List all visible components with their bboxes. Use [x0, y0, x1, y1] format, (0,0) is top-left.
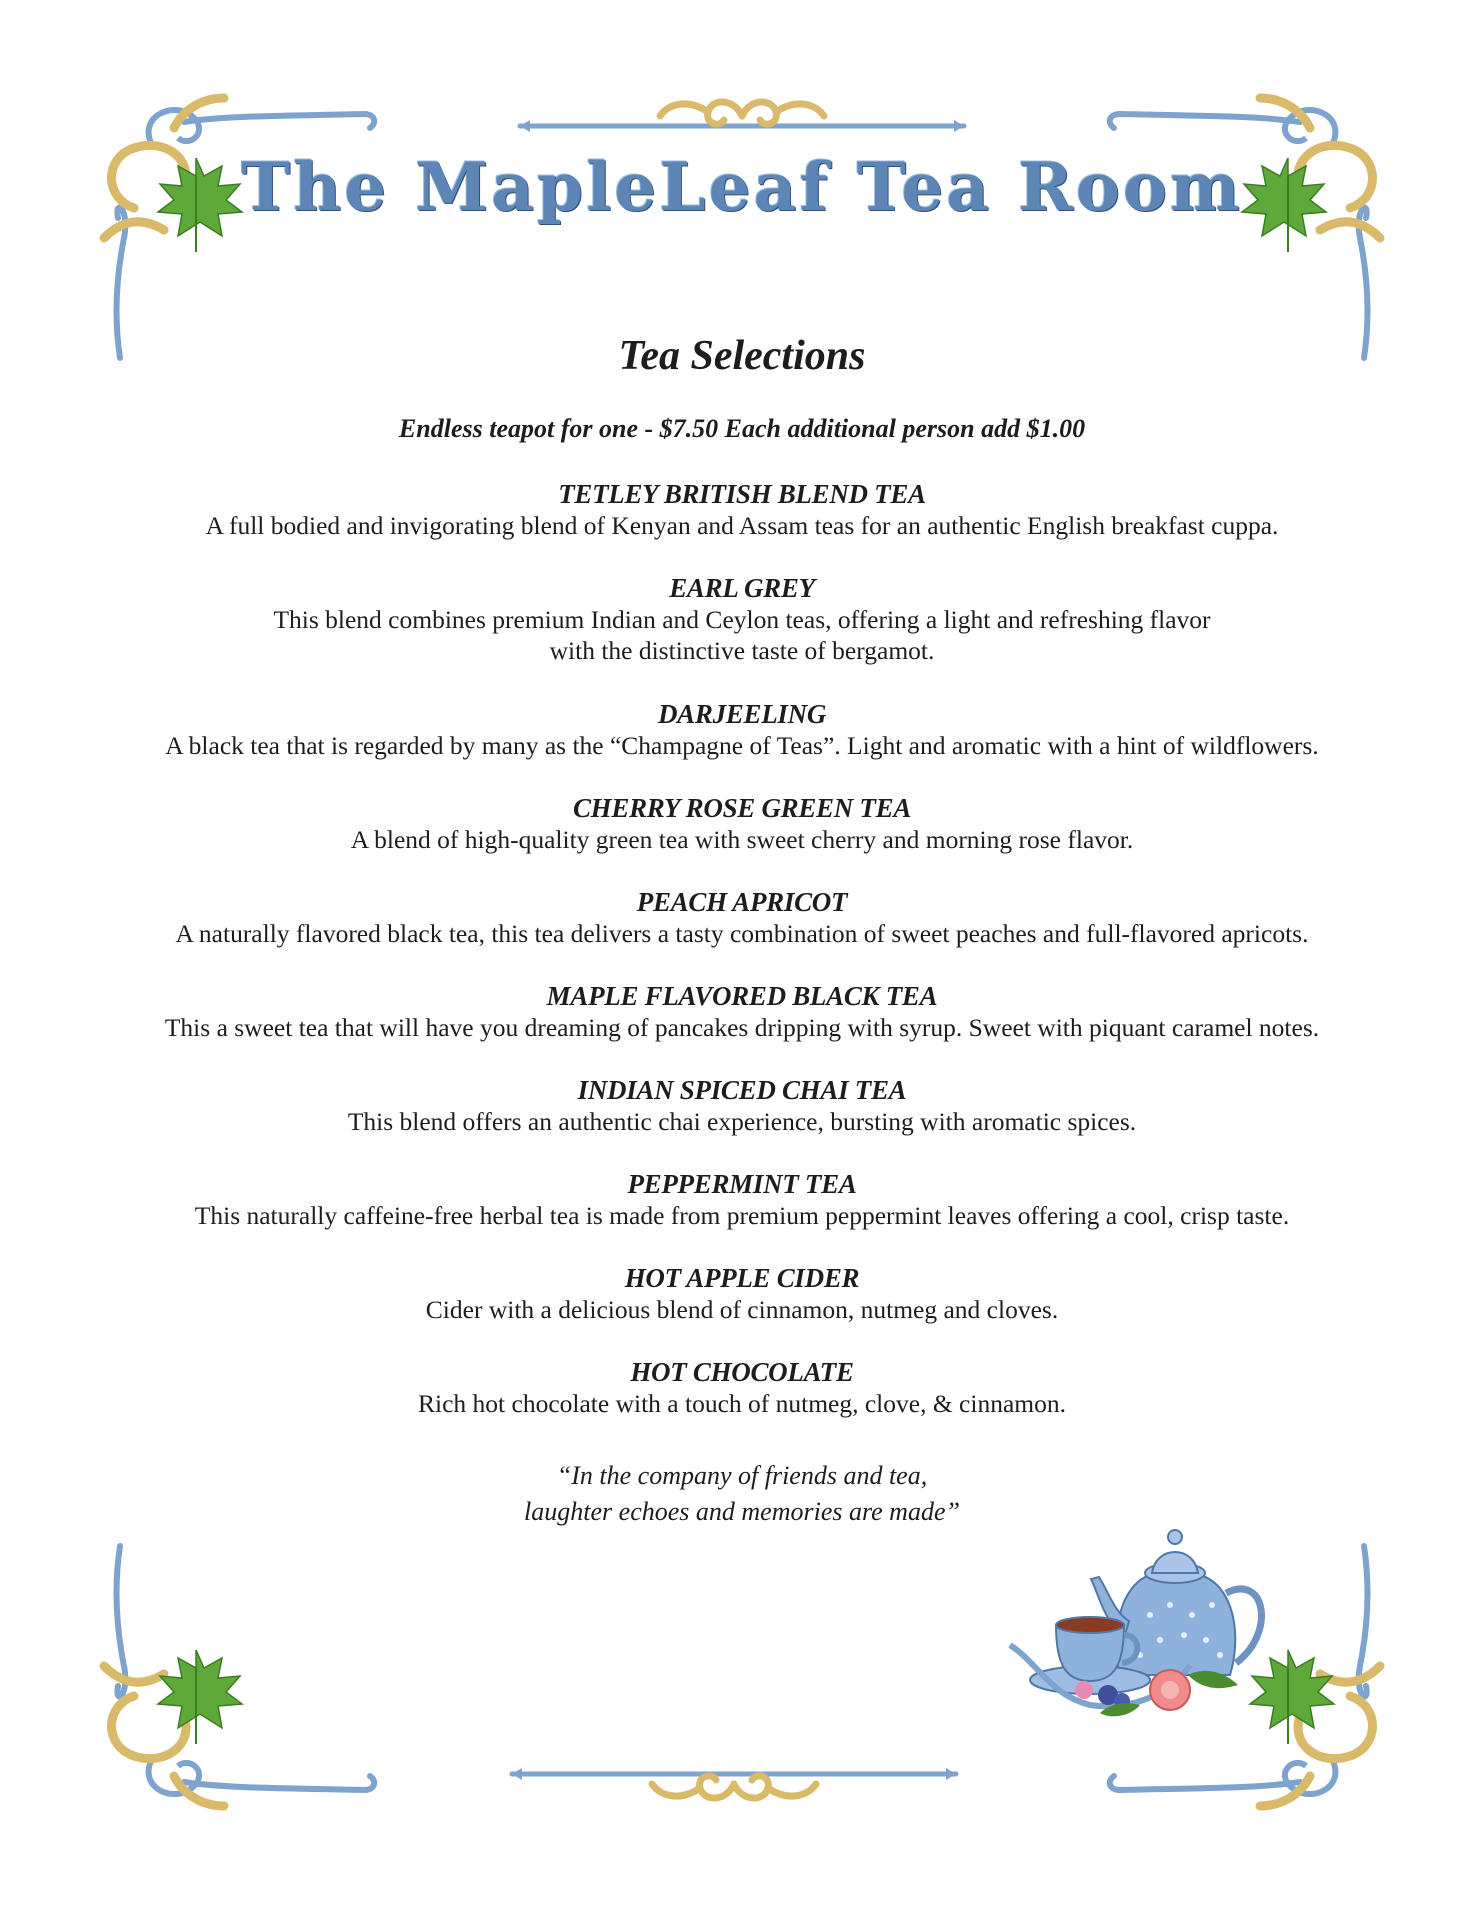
menu-item-name: PEACH APRICOT: [636, 887, 848, 917]
section-heading: Tea Selections: [618, 333, 866, 379]
closing-quote: [0, 1458, 1484, 1530]
menu-item: [90, 792, 1394, 886]
menu-item: [90, 980, 1394, 1074]
bottom-flourish: [512, 1762, 956, 1812]
menu-item: [90, 1356, 1394, 1450]
corner-top-right: [1100, 88, 1400, 368]
menu-item-description: This blend offers an authentic chai experience, bursting with aromatic spices.: [347, 1107, 1137, 1136]
menu-item: [90, 698, 1394, 792]
menu-item-name: HOT CHOCOLATE: [630, 1357, 854, 1387]
corner-top-left: [84, 88, 384, 368]
menu-item: [90, 1074, 1394, 1168]
menu-item-name: CHERRY ROSE GREEN TEA: [572, 793, 912, 823]
menu-item-name: HOT APPLE CIDER: [624, 1263, 860, 1293]
menu-item-description: A blend of high-quality green tea with sweet cherry and morning rose flavor.: [350, 825, 1134, 854]
menu-item-name: PEPPERMINT TEA: [627, 1169, 857, 1199]
quote-line: laughter echoes and memories are made”: [524, 1497, 960, 1526]
menu-item-name: TETLEY BRITISH BLEND TEA: [558, 479, 926, 509]
menu-item: [90, 1168, 1394, 1262]
top-flourish: [520, 88, 964, 138]
maple-leaf-icon: [158, 1650, 242, 1744]
quote-line: “In the company of friends and tea,: [556, 1461, 928, 1490]
menu-item-description: A naturally flavored black tea, this tea delivers a tasty combination of sweet peaches and full-flavored apricots.: [175, 919, 1309, 948]
pricing-note: Endless teapot for one - $7.50 Each additional person add $1.00: [398, 414, 1086, 443]
corner-bottom-left: [84, 1536, 384, 1816]
menu-item: [90, 1262, 1394, 1356]
menu-item-name: DARJEELING: [657, 699, 827, 729]
page-title: The MapleLeaf Tea Room: [241, 148, 1243, 226]
teapot-icon: [1000, 1515, 1290, 1725]
menu-item-description: A full bodied and invigorating blend of Kenyan and Assam teas for an authentic English breakfast cuppa.: [205, 511, 1279, 540]
menu-item-name: EARL GREY: [669, 573, 815, 603]
menu-item-description: This naturally caffeine-free herbal tea is made from premium peppermint leaves offering a cool, crisp taste.: [194, 1201, 1290, 1230]
tea-menu-list: [90, 478, 1394, 1450]
menu-item-description: A black tea that is regarded by many as the “Champagne of Teas”. Light and aromatic with a hint of wildflowers.: [165, 731, 1319, 760]
menu-item-description: This a sweet tea that will have you dreaming of pancakes dripping with syrup. Sweet with piquant caramel notes.: [164, 1013, 1320, 1042]
menu-item-description: Rich hot chocolate with a touch of nutmeg, clove, & cinnamon.: [418, 1389, 1066, 1418]
scroll-flourish-icon: [652, 1776, 816, 1798]
scroll-flourish-icon: [660, 102, 824, 124]
menu-item: [90, 478, 1394, 572]
menu-item-name: INDIAN SPICED CHAI TEA: [577, 1075, 907, 1105]
menu-item: [90, 572, 1394, 698]
menu-item-description: This blend combines premium Indian and Ceylon teas, offering a light and refreshing flavor: [273, 605, 1211, 634]
menu-item-description: with the distinctive taste of bergamot.: [549, 636, 935, 665]
menu-item-description: Cider with a delicious blend of cinnamon, nutmeg and cloves.: [425, 1295, 1059, 1324]
menu-item: [90, 886, 1394, 980]
menu-item-name: MAPLE FLAVORED BLACK TEA: [546, 981, 938, 1011]
